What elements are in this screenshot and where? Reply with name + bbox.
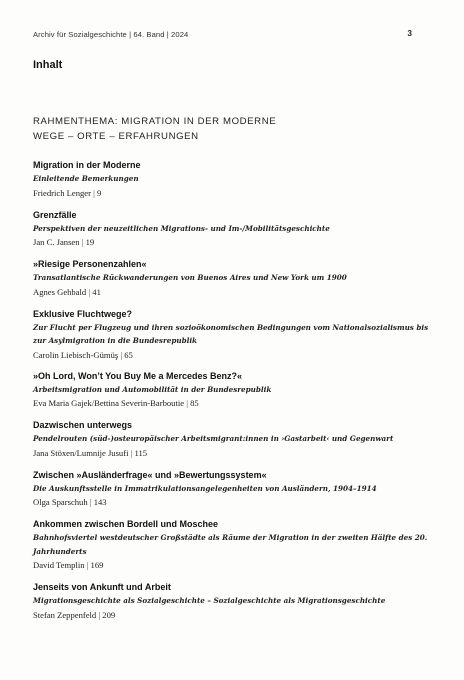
entry-title: Jenseits von Ankunft und Arbeit [33, 582, 171, 592]
entry-author-line [33, 446, 433, 460]
entry-author-line [33, 285, 433, 299]
entry-subtitle: Transatlantische Rückwanderungen von Buenos Aires und New York um 1900 [33, 273, 347, 282]
toc-entries [33, 159, 433, 622]
separator: | [96, 609, 103, 620]
entry-author-line [33, 235, 433, 249]
separator: | [90, 187, 98, 198]
entry-subtitle: Pendelrouten (süd-)osteuropäischer Arbeitsmigrant:innen in ›Gastarbeit‹ und Gegenwart [33, 434, 394, 443]
entry-subtitle: Bahnhofsviertel westdeutscher Großstädte als Räume der Migration in der zweiten Hälfte des 20. [33, 533, 428, 542]
entry-page-number: 209 [102, 609, 116, 620]
entry-page-number: 85 [190, 398, 199, 408]
entry-page-number: 19 [85, 237, 95, 247]
entry-subtitle: zur Asylmigration in die Bundesrepublik [33, 336, 198, 345]
separator: | [184, 398, 191, 408]
toc-entry [33, 518, 433, 572]
entry-title: Grenzfälle [33, 209, 77, 220]
entry-page-number: 9 [97, 187, 102, 198]
toc-entry [33, 308, 433, 362]
entry-author: Stefan Zeppenfeld [33, 609, 97, 620]
separator: | [84, 560, 91, 570]
entry-subtitle: Perspektiven der neuzeitlichen Migrations- und Im-/Mobilitätsgeschichte [33, 223, 330, 233]
separator: | [118, 349, 125, 360]
entry-author: Olga Sparschuh [33, 497, 88, 507]
page-title: Inhalt [33, 59, 63, 71]
entry-title: Dazwischen unterwegs [33, 420, 133, 430]
entry-author-line [33, 558, 433, 572]
entry-author: David Templin [33, 560, 85, 570]
entry-subtitle: Zur Flucht per Flugzeug und ihren sozioökonomischen Bedingungen vom Nationalsozialismus bis [33, 322, 429, 332]
theme-heading [33, 114, 276, 144]
separator: | [128, 447, 135, 458]
entry-author: Eva Maria Gajek/Bettina Severin-Barboutie [33, 398, 185, 408]
toc-entry [33, 370, 433, 411]
entry-title: Migration in der Moderne [33, 160, 141, 170]
entry-author-line [33, 608, 433, 622]
entry-title: Exklusive Fluchtwege? [33, 308, 133, 319]
running-header [33, 30, 412, 39]
separator: | [86, 286, 93, 297]
page-number: 3 [407, 29, 412, 38]
entry-title: »Riesige Personenzahlen« [33, 259, 147, 269]
entry-author: Agnes Gehbald [33, 286, 87, 297]
entry-page-number: 65 [124, 349, 133, 360]
toc-entry [33, 258, 433, 299]
entry-subtitle: Migrationsgeschichte als Sozialgeschichte – Sozialgeschichte als Migrationsgeschichte [33, 596, 386, 605]
entry-author: Jan C. Jansen [33, 237, 80, 247]
entry-author-line [33, 186, 433, 200]
entry-subtitle: Arbeitsmigration und Automobilität in der Bundesrepublik [33, 384, 272, 394]
entry-page-number: 169 [90, 560, 104, 570]
separator: | [87, 497, 94, 507]
toc-entry [33, 159, 433, 200]
entry-author-line [33, 348, 433, 362]
entry-title: Zwischen »Ausländerfrage« und »Bewertungssystem« [33, 469, 267, 480]
entry-author-line [33, 495, 433, 509]
entry-author-line [33, 396, 433, 410]
entry-page-number: 41 [92, 286, 101, 297]
entry-title: Ankommen zwischen Bordell und Moschee [33, 519, 219, 529]
entry-author: Jana Stöxen/Lumnije Jusufi [33, 447, 129, 458]
entry-subtitle: Einleitende Bemerkungen [33, 174, 139, 183]
toc-entry [33, 581, 433, 622]
toc-entry [33, 469, 433, 510]
toc-entry [33, 419, 433, 460]
running-title: Archiv für Sozialgeschichte | 64. Band | 2024 [33, 30, 189, 39]
theme-line-1: RAHMENTHEMA: MIGRATION IN DER MODERNE [33, 116, 277, 127]
entry-title: »Oh Lord, Won’t You Buy Me a Mercedes Benz?« [33, 370, 243, 381]
entry-page-number: 115 [134, 447, 148, 458]
toc-entry [33, 209, 433, 250]
theme-line-2: WEGE – ORTE – ERFAHRUNGEN [33, 131, 199, 142]
entry-subtitle: Jahrhunderts [33, 546, 87, 556]
entry-author: Carolin Liebisch-Gümüş [33, 349, 119, 360]
separator: | [79, 237, 86, 247]
entry-subtitle: Die Auskunftsstelle in Immatrikulationsangelegenheiten von Ausländern, 1904–1914 [33, 483, 377, 493]
entry-page-number: 143 [93, 497, 107, 507]
entry-author: Friedrich Lenger [33, 187, 91, 198]
